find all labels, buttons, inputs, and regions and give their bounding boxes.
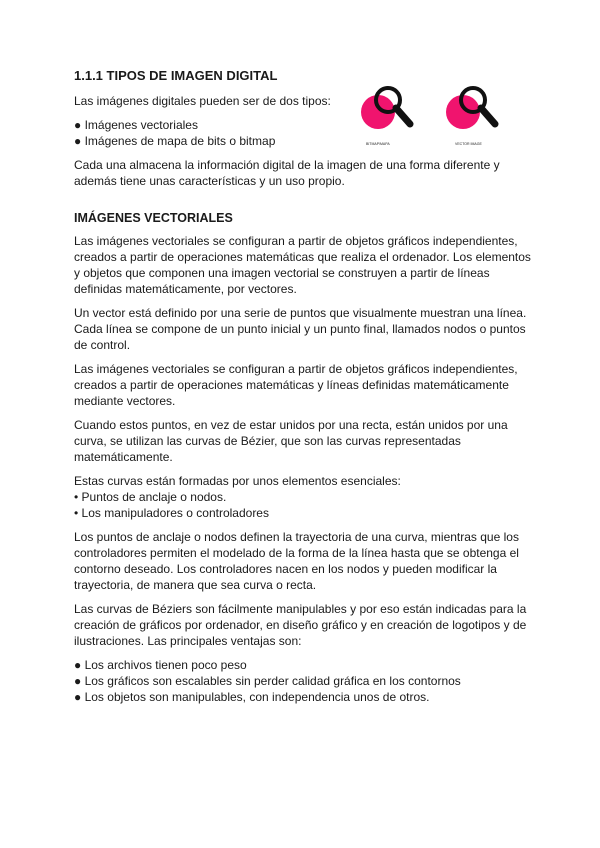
summary-text: Cada una almacena la información digital de la imagen de una forma diferente y además tiene unas características y un uso propio. [74,158,500,188]
list-item: • Los manipuladores o controladores [74,506,269,520]
list-item: ● Imágenes vectoriales [74,118,198,132]
magnifier-vector-icon [443,80,503,142]
list-item: ● Los gráficos son escalables sin perder calidad gráfica en los contornos [74,674,461,688]
document-page [74,68,534,713]
paragraph: Las imágenes vectoriales se configuran a partir de objetos gráficos independientes, creados a partir de operaciones matemáticas que realiza el ordenador. Los elementos y objetos que componen una imagen vectorial se construyen a partir de líneas definidas matemáticamente, por vectores. [74,234,531,296]
figure-caption-vector: VECTOR IMAGE [455,142,482,146]
magnifier-bitmap-icon [358,80,418,142]
intro-text: Las imágenes digitales pueden ser de dos tipos: [74,94,331,108]
subsection-heading: IMÁGENES VECTORIALES [74,211,233,225]
list-item: ● Los archivos tienen poco peso [74,658,247,672]
list-item: ● Imágenes de mapa de bits o bitmap [74,134,276,148]
paragraph: Cuando estos puntos, en vez de estar unidos por una recta, están unidos por una curva, se utilizan las curvas de Bézier, que son las curvas representadas matemáticamente. [74,418,508,464]
elements-list [74,489,534,521]
paragraph: Las curvas de Béziers son fácilmente manipulables y por eso están indicadas para la creación de gráficos por ordenador, en diseño gráfico y en creación de logotipos y de ilustraciones. Las principales ventajas son: [74,602,527,648]
list-item: ● Los objetos son manipulables, con independencia unos de otros. [74,690,430,704]
paragraph: Un vector está definido por una serie de puntos que visualmente muestran una línea. Cada línea se compone de un punto inicial y un punto final, llamados nodos o puntos de control. [74,306,527,352]
list-item: • Puntos de anclaje o nodos. [74,490,227,504]
figure-caption-bitmap: BITMAP/MAPA [366,142,390,146]
section-title: 1.1.1 TIPOS DE IMAGEN DIGITAL [74,68,278,83]
bitmap-vs-vector-figure [358,80,518,150]
paragraph: Las imágenes vectoriales se configuran a partir de objetos gráficos independientes, creados a partir de operaciones matemáticas y líneas definidas matemáticamente mediante vectores. [74,362,518,408]
paragraph: Los puntos de anclaje o nodos definen la trayectoria de una curva, mientras que los controladores permiten el modelado de la forma de la línea hasta que se obtenga el contorno deseado. Los controladores nacen en los nodos y pueden modificar la trayectoria, de manera que sea curva o recta. [74,530,519,592]
advantages-list [74,657,534,705]
elements-intro: Estas curvas están formadas por unos elementos esenciales: [74,474,401,488]
